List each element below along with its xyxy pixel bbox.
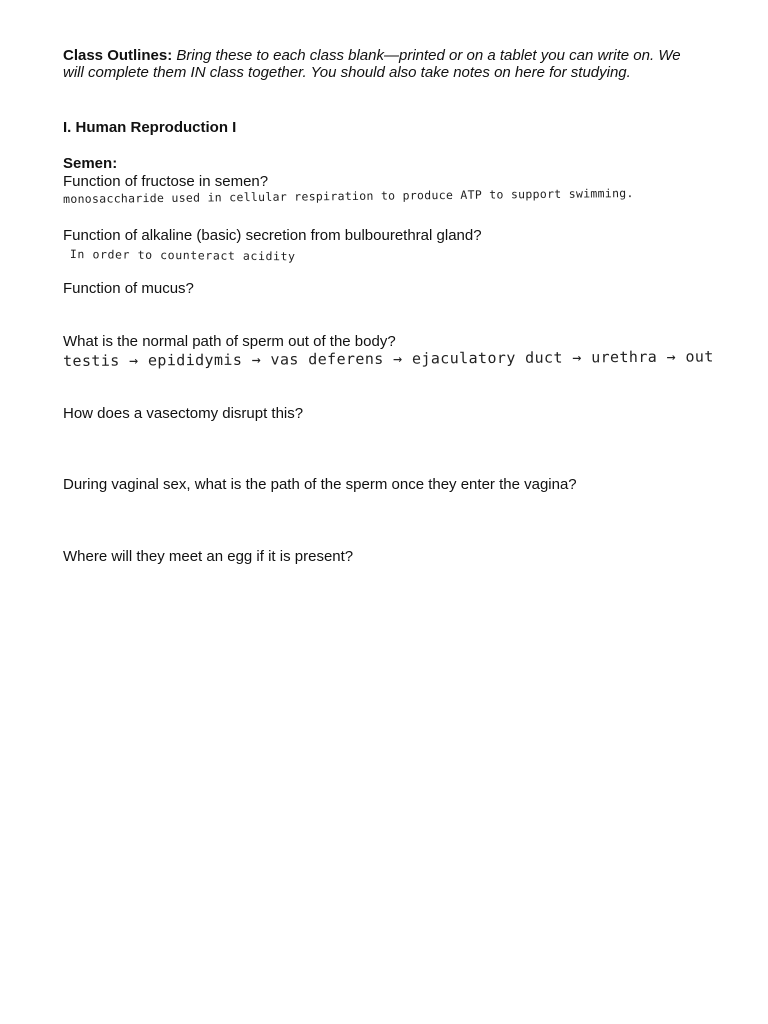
- question-mucus: Function of mucus?: [63, 280, 194, 297]
- intro-paragraph: [63, 47, 703, 81]
- question-vaginal-path: During vaginal sex, what is the path of the sperm once they enter the vagina?: [63, 476, 577, 493]
- intro-text: Bring these to each class blank—printed or on a tablet you can write on. We will complete them IN class together. You should also take notes on here for studying.: [63, 47, 681, 81]
- handwritten-answer-fructose: monosaccharide used in cellular respiration to produce ATP to support swimming.: [63, 186, 634, 206]
- intro-label: Class Outlines:: [63, 47, 173, 64]
- subsection-title: Semen:: [63, 155, 118, 172]
- question-vasectomy: How does a vasectomy disrupt this?: [63, 405, 304, 422]
- question-alkaline-secretion: Function of alkaline (basic) secretion from bulbourethral gland?: [63, 227, 482, 244]
- handwritten-answer-alkaline: In order to counteract acidity: [69, 246, 296, 264]
- question-fructose: Function of fructose in semen?: [63, 173, 269, 190]
- question-sperm-path: What is the normal path of sperm out of the body?: [63, 333, 396, 350]
- question-egg-meeting: Where will they meet an egg if it is present?: [63, 548, 354, 565]
- section-title: I. Human Reproduction I: [63, 119, 237, 136]
- handwritten-answer-sperm-path: testis → epididymis → vas deferens → ejaculatory duct → urethra → out: [62, 347, 714, 370]
